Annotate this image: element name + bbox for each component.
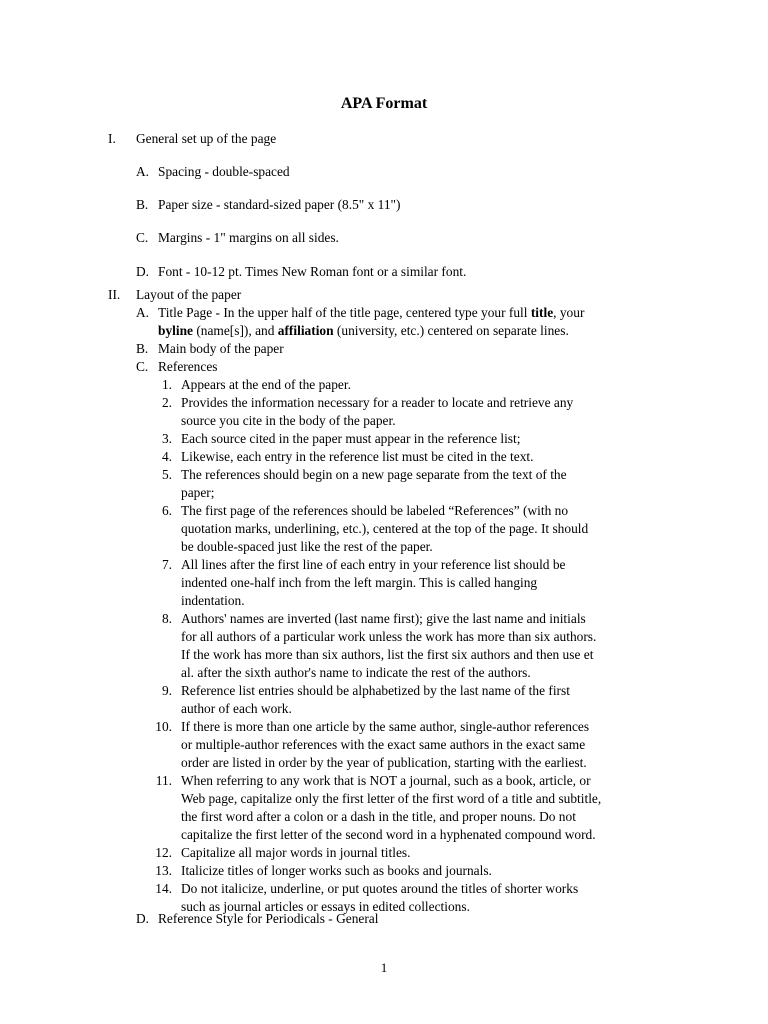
list-item-marker: A.	[136, 164, 150, 179]
list-item: References	[158, 359, 218, 374]
reference-item-line: The first page of the references should be labeled “References” (with no	[181, 503, 569, 518]
text-run: , your	[553, 305, 585, 320]
list-item-marker: B.	[136, 341, 149, 356]
reference-item-line: All lines after the first line of each entry in your reference list should be	[181, 557, 566, 572]
section-1-heading: General set up of the page	[136, 131, 277, 146]
reference-item-marker: 8.	[161, 611, 172, 626]
list-item: Main body of the paper	[158, 341, 284, 356]
reference-item-line: If there is more than one article by the same author, single-author references	[181, 719, 590, 734]
reference-item-line: Reference list entries should be alphabetized by the last name of the first	[181, 683, 570, 698]
reference-item-line: Provides the information necessary for a reader to locate and retrieve any	[181, 395, 574, 410]
reference-item-line: Authors' names are inverted (last name first); give the last name and initials	[181, 611, 586, 626]
reference-item-marker: 3.	[161, 431, 172, 446]
reference-item-line: Web page, capitalize only the first letter of the first word of a title and subtitle,	[181, 791, 602, 806]
page-number: 1	[380, 960, 388, 975]
reference-item-line: such as journal articles or essays in edited collections.	[181, 899, 470, 914]
text-run: (university, etc.) centered on separate lines.	[333, 323, 569, 338]
list-item-marker: A.	[136, 305, 150, 320]
list-item: Margins - 1" margins on all sides.	[158, 230, 339, 245]
reference-item-marker: 11.	[155, 773, 172, 788]
reference-item-marker: 10.	[155, 719, 172, 734]
reference-item-line: author of each work.	[181, 701, 292, 716]
reference-item-line: capitalize the first letter of the second word in a hyphenated compound word.	[181, 827, 596, 842]
reference-item-line: indentation.	[181, 593, 245, 608]
reference-item-line: Each source cited in the paper must appear in the reference list;	[181, 431, 521, 446]
reference-item-marker: 2.	[161, 395, 172, 410]
section-1-marker: I.	[108, 131, 116, 146]
reference-item-marker: 1.	[161, 377, 172, 392]
bold-text: title	[530, 305, 554, 320]
list-item: Font - 10-12 pt. Times New Roman font or a similar font.	[158, 264, 467, 279]
reference-item-marker: 13.	[155, 863, 172, 878]
reference-item-line: paper;	[181, 485, 215, 500]
reference-item-line: order are listed in order by the year of publication, starting with the earliest.	[181, 755, 587, 770]
reference-item-marker: 6.	[161, 503, 172, 518]
bold-text: affiliation	[277, 323, 334, 338]
reference-item-marker: 14.	[155, 881, 172, 896]
list-item-marker: B.	[136, 197, 149, 212]
reference-item-line: or multiple-author references with the exact same authors in the exact same	[181, 737, 586, 752]
reference-item-line: The references should begin on a new page separate from the text of the	[181, 467, 567, 482]
reference-item-line: When referring to any work that is NOT a journal, such as a book, article, or	[181, 773, 591, 788]
reference-item-marker: 9.	[161, 683, 172, 698]
list-item-marker: D.	[136, 264, 150, 279]
reference-item-line: quotation marks, underlining, etc.), centered at the top of the page. It should	[181, 521, 589, 536]
list-item: Spacing - double-spaced	[158, 164, 290, 179]
reference-item-line: the first word after a colon or a dash in the title, and proper nouns. Do not	[181, 809, 576, 824]
title-page-line-1	[158, 304, 584, 322]
list-item-marker: D.	[136, 911, 150, 926]
title-page-line-2	[158, 322, 569, 340]
list-item-marker: C.	[136, 359, 149, 374]
reference-item-marker: 4.	[161, 449, 172, 464]
reference-item-line: Likewise, each entry in the reference list must be cited in the text.	[181, 449, 534, 464]
reference-item-line: Italicize titles of longer works such as books and journals.	[181, 863, 492, 878]
list-item-marker: C.	[136, 230, 149, 245]
reference-item-marker: 5.	[161, 467, 172, 482]
reference-item-marker: 12.	[155, 845, 172, 860]
text-run: (name[s]), and	[192, 323, 278, 338]
reference-item-line: Capitalize all major words in journal titles.	[181, 845, 411, 860]
section-2-heading: Layout of the paper	[136, 287, 242, 302]
list-item: Paper size - standard-sized paper (8.5" x 11")	[158, 197, 401, 212]
reference-item-line: indented one-half inch from the left margin. This is called hanging	[181, 575, 538, 590]
reference-item-line: source you cite in the body of the paper.	[181, 413, 396, 428]
list-item: Reference Style for Periodicals - General	[158, 911, 379, 926]
reference-item-line: al. after the sixth author's name to indicate the rest of the authors.	[181, 665, 531, 680]
section-2-marker: II.	[108, 287, 121, 302]
reference-item-line: be double-spaced just like the rest of the paper.	[181, 539, 433, 554]
text-run: Title Page - In the upper half of the title page, centered type your full	[158, 305, 531, 320]
reference-item-line: If the work has more than six authors, list the first six authors and then use et	[181, 647, 594, 662]
reference-item-line: Appears at the end of the paper.	[181, 377, 351, 392]
page-title: APA Format	[340, 95, 428, 112]
reference-item-line: for all authors of a particular work unless the work has more than six authors.	[181, 629, 597, 644]
reference-item-line: Do not italicize, underline, or put quotes around the titles of shorter works	[181, 881, 579, 896]
reference-item-marker: 7.	[161, 557, 172, 572]
bold-text: byline	[158, 323, 193, 338]
